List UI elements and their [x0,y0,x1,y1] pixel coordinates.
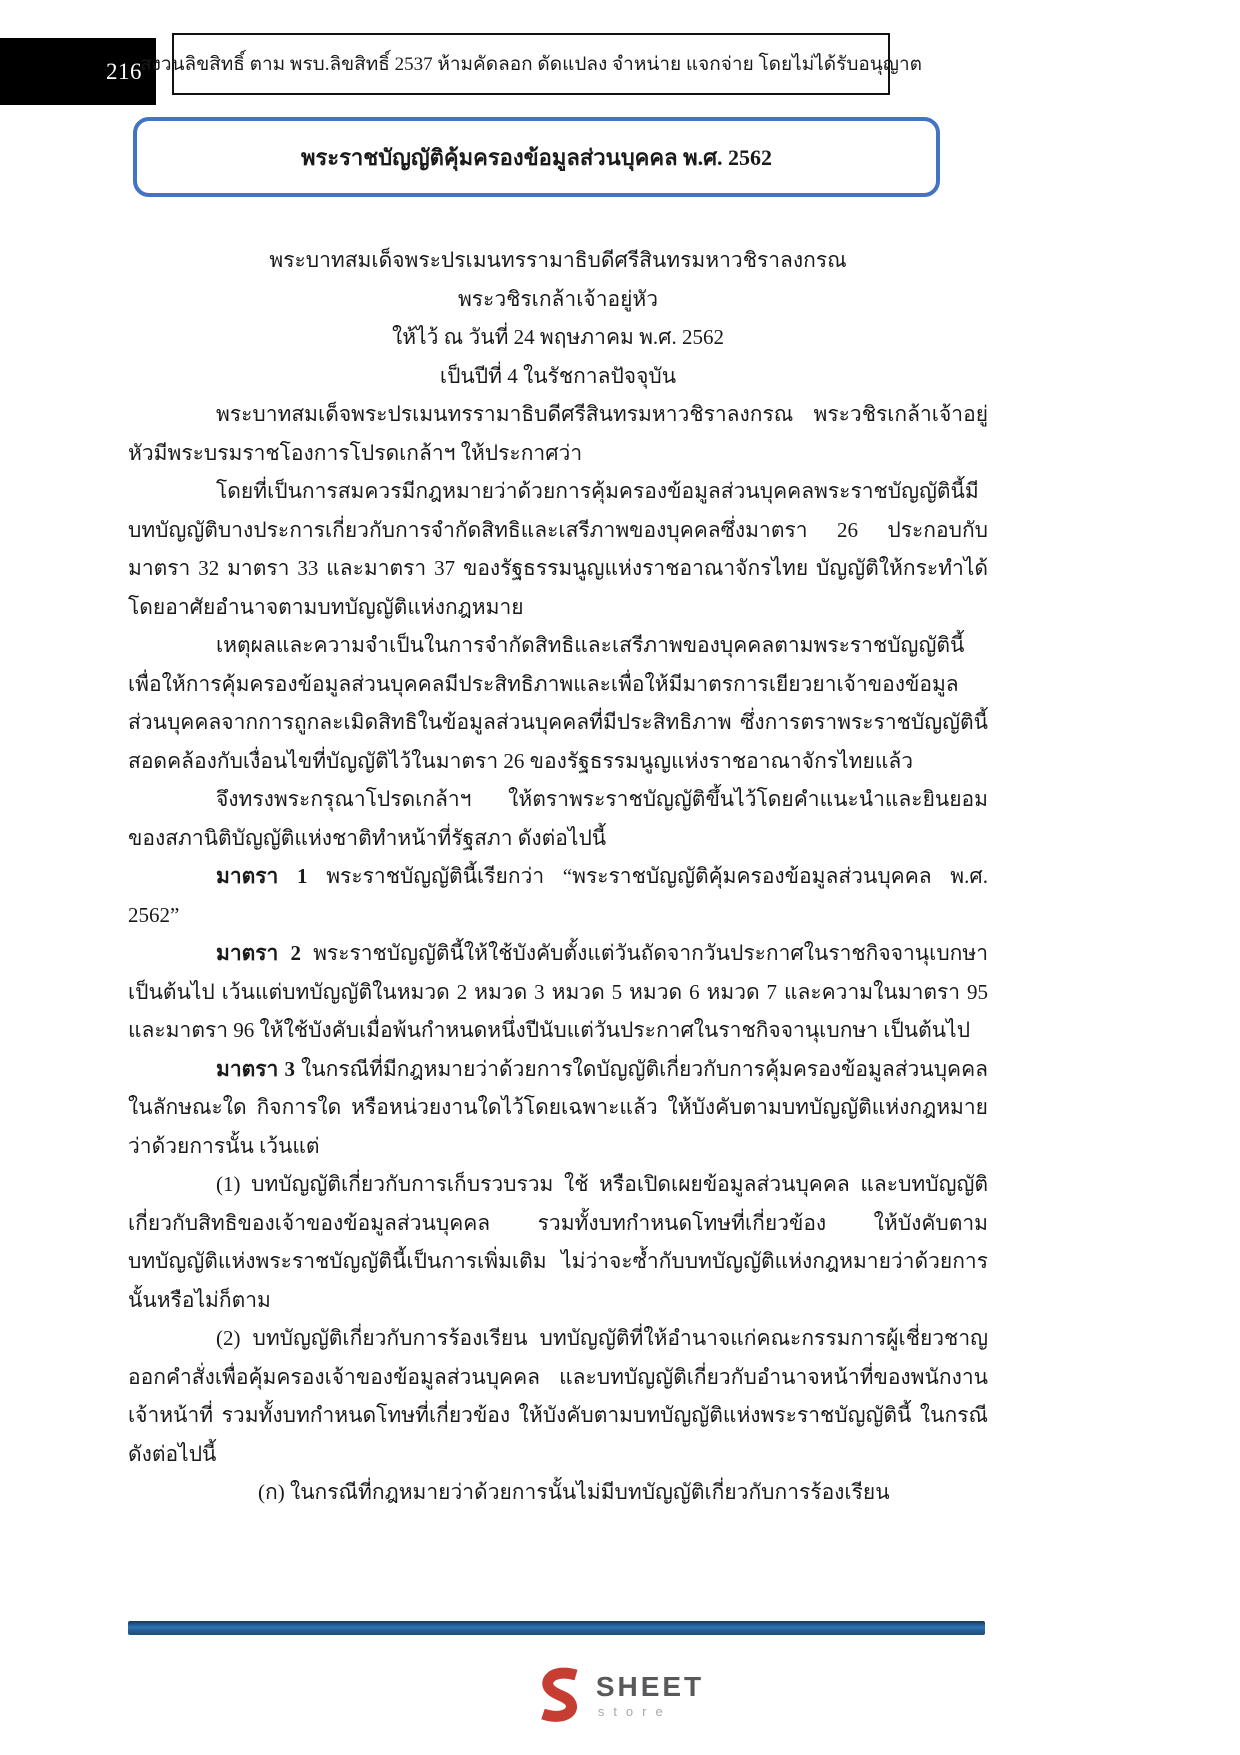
page-number-box [0,38,156,105]
logo-text [595,1670,705,1719]
body-paragraph-item-1 [128,1165,988,1319]
paragraph-text: พระราชบัญญัตินี้ให้ใช้บังคับตั้งแต่วันถัดจากวันประกาศในราชกิจจานุเบกษาเป็นต้นไป เว้นแต่บทบัญญัติในหมวด 2 หมวด 3 หมวด 5 หมวด 6 หมวด 7 และความในมาตรา 95 และมาตรา 96 ให้ใช้บังคับเมื่อพ้นกำหนดหนึ่งปีนับแต่วันประกาศในราชกิจจานุเบกษา เป็นต้นไป [128,941,988,1042]
body-paragraph [128,626,988,780]
act-title-box [133,117,940,197]
body-paragraph-item-k [128,1473,988,1512]
act-title: พระราชบัญญัติคุ้มครองข้อมูลส่วนบุคคล พ.ศ. 2562 [300,144,773,170]
footer-divider-bar [128,1621,985,1635]
body-paragraph [128,395,988,472]
document-body [128,241,988,1512]
copyright-text: สงวนลิขสิทธิ์ ตาม พรบ.ลิขสิทธิ์ 2537 ห้ามคัดลอก ดัดแปลง จำหน่าย แจกจ่าย โดยไม่ได้รับอนุญาต [140,54,922,75]
paragraph-text: เหตุผลและความจำเป็นในการจำกัดสิทธิและเสรีภาพของบุคคลตามพระราชบัญญัตินี้ เพื่อให้การคุ้มครองข้อมูลส่วนบุคคลมีประสิทธิภาพและเพื่อให้มีมาตรการเยียวยาเจ้าของข้อมูลส่วนบุคคลจากการถูกละเมิดสิทธิในข้อมูลส่วนบุคคลที่มีประสิทธิภาพ ซึ่งการตราพระราชบัญญัตินี้สอดคล้องกับเงื่อนไขที่บัญญัติไว้ในมาตรา 26 ของรัฐธรรมนูญแห่งราชอาณาจักรไทยแล้ว [128,633,988,773]
paragraph-text: ในกรณีที่มีกฎหมายว่าด้วยการใดบัญญัติเกี่ยวกับการคุ้มครองข้อมูลส่วนบุคคลในลักษณะใด กิจการใด หรือหน่วยงานใดไว้โดยเฉพาะแล้ว ให้บังคับตามบทบัญญัติแห่งกฎหมายว่าด้วยการนั้น เว้นแต่ [128,1056,988,1158]
body-paragraph-section-2 [128,934,988,1050]
body-paragraph [128,472,988,626]
section-number: มาตรา 3 [216,1056,295,1081]
logo-subtitle: store [597,1703,672,1719]
preamble-line: เป็นปีที่ 4 ในรัชกาลปัจจุบัน [439,363,677,388]
logo-title: SHEET [595,1670,705,1702]
paragraph-text: (1) บทบัญญัติเกี่ยวกับการเก็บรวบรวม ใช้ หรือเปิดเผยข้อมูลส่วนบุคคล และบทบัญญัติเกี่ยวกับสิทธิของเจ้าของข้อมูลส่วนบุคคล รวมทั้งบทกำหนดโทษที่เกี่ยวข้อง ให้บังคับตามบทบัญญัติแห่งพระราชบัญญัตินี้เป็นการเพิ่มเติม ไม่ว่าจะซ้ำกับบทบัญญัติแห่งกฎหมายว่าด้วยการนั้นหรือไม่ก็ตาม [128,1172,988,1312]
paragraph-text: จึงทรงพระกรุณาโปรดเกล้าฯ ให้ตราพระราชบัญญัติขึ้นไว้โดยคำแนะนำและยินยอมของสภานิติบัญญัติแห่งชาติทำหน้าที่รัฐสภา ดังต่อไปนี้ [128,787,988,850]
paragraph-text: พระบาทสมเด็จพระปรเมนทรรามาธิบดีศรีสินทรมหาวชิราลงกรณ พระวชิรเกล้าเจ้าอยู่หัวมีพระบรมราชโองการโปรดเกล้าฯ ให้ประกาศว่า [128,402,988,465]
section-number: มาตรา 1 [216,864,308,888]
royal-preamble [128,241,988,395]
sheet-store-logo [0,1660,1240,1730]
body-paragraph [128,780,988,857]
body-paragraph-section-3 [128,1050,988,1166]
paragraph-text: โดยที่เป็นการสมควรมีกฎหมายว่าด้วยการคุ้มครองข้อมูลส่วนบุคคลพระราชบัญญัตินี้มีบทบัญญัติบางประการเกี่ยวกับการจำกัดสิทธิและเสรีภาพของบุคคลซึ่งมาตรา 26 ประกอบกับมาตรา 32 มาตรา 33 และมาตรา 37 ของรัฐธรรมนูญแห่งราชอาณาจักรไทย บัญญัติให้กระทำได้โดยอาศัยอำนาจตามบทบัญญัติแห่งกฎหมาย [128,479,988,619]
page-number: 216 [106,58,142,84]
preamble-line: ให้ไว้ ณ วันที่ 24 พฤษภาคม พ.ศ. 2562 [391,325,725,349]
copyright-box [140,33,922,95]
paragraph-text: (2) บทบัญญัติเกี่ยวกับการร้องเรียน บทบัญญัติที่ให้อำนาจแก่คณะกรรมการผู้เชี่ยวชาญออกคำสั่งเพื่อคุ้มครองเจ้าของข้อมูลส่วนบุคคล และบทบัญญัติเกี่ยวกับอำนาจหน้าที่ของพนักงานเจ้าหน้าที่ รวมทั้งบทกำหนดโทษที่เกี่ยวข้อง ให้บังคับตามบทบัญญัติแห่งพระราชบัญญัตินี้ ในกรณีดังต่อไปนี้ [128,1326,988,1466]
preamble-line: พระวชิรเกล้าเจ้าอยู่หัว [457,286,659,311]
body-paragraph-item-2 [128,1319,988,1473]
section-number: มาตรา 2 [216,941,301,965]
preamble-line: พระบาทสมเด็จพระปรเมนทรรามาธิบดีศรีสินทรมหาวชิราลงกรณ [269,248,847,272]
paragraph-text: (ก) ในกรณีที่กฎหมายว่าด้วยการนั้นไม่มีบทบัญญัติเกี่ยวกับการร้องเรียน [258,1480,890,1504]
body-paragraph-section-1 [128,857,988,934]
sheet-store-s-icon [536,1666,584,1724]
paragraph-text: พระราชบัญญัตินี้เรียกว่า “พระราชบัญญัติคุ้มครองข้อมูลส่วนบุคคล พ.ศ. 2562” [128,864,988,927]
